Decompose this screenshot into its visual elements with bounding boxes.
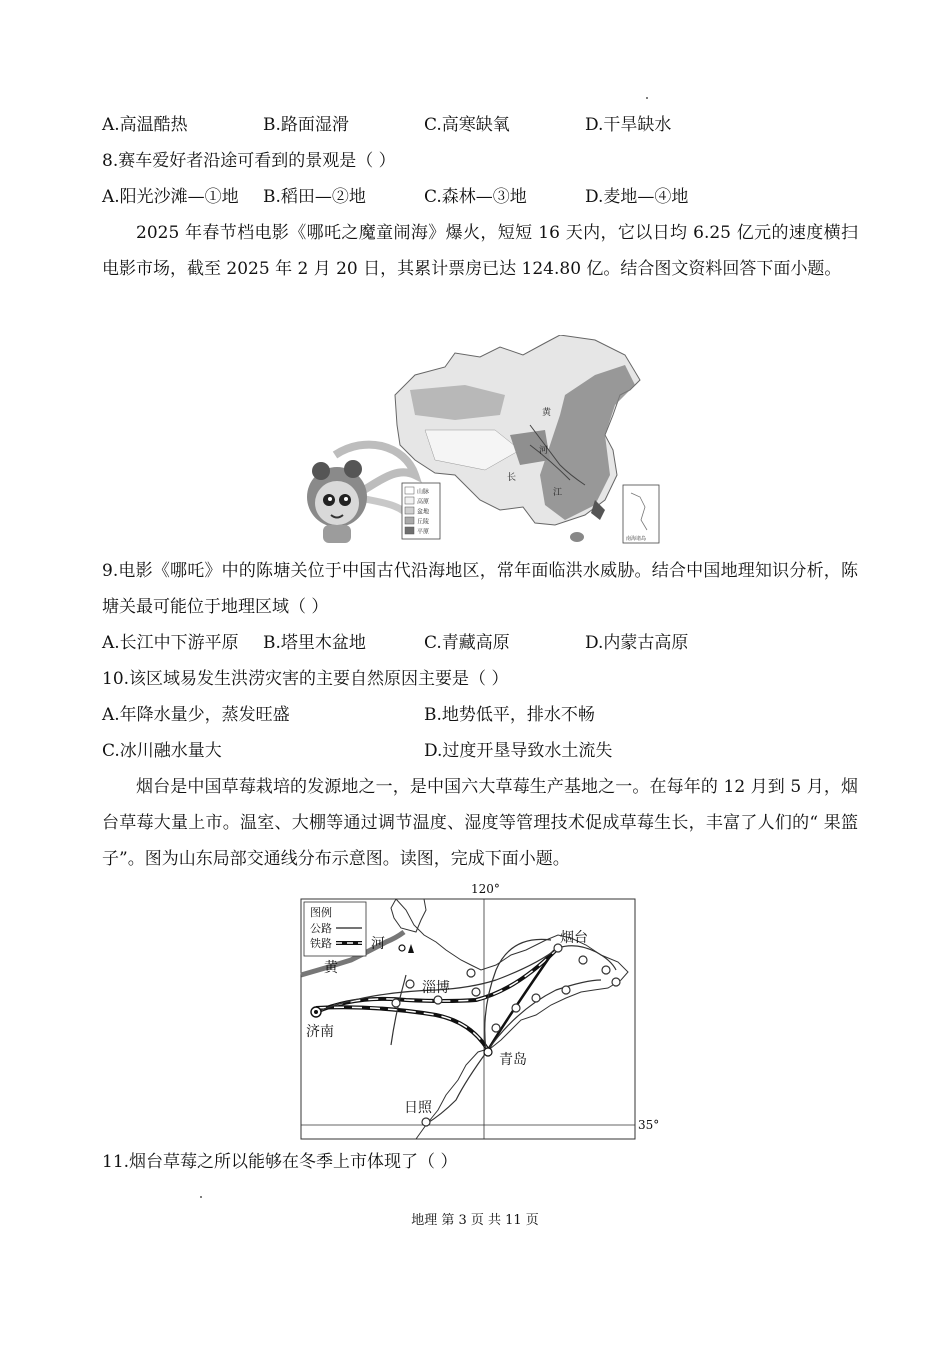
legend-label-0: 山脉 <box>417 488 430 496</box>
q9-option-d: D.内蒙古高原 <box>585 633 689 653</box>
q8-option-d: D.麦地—④地 <box>585 187 689 207</box>
city-rizhao: 日照 <box>404 1100 432 1116</box>
page-footer: 地理 第 3 页 共 11 页 <box>411 1213 539 1228</box>
shandong-transport-map <box>296 880 666 1142</box>
city-yantai: 烟台 <box>560 930 588 946</box>
q7-option-c: C.高寒缺氧 <box>424 115 510 135</box>
map-label-he: 河 <box>539 446 549 456</box>
legend-swatch-0 <box>405 487 414 494</box>
china-terrain-map <box>295 335 665 545</box>
city-qingdao: 青岛 <box>499 1052 527 1068</box>
stray-dot <box>646 97 648 99</box>
q9-option-b: B.塔里木盆地 <box>263 633 366 653</box>
q8-option-b: B.稻田—②地 <box>263 187 366 207</box>
q8-option-c: C.森林—③地 <box>424 187 527 207</box>
qingdao-marker <box>484 1048 492 1056</box>
q11-stem: 11.烟台草莓之所以能够在冬季上市体现了（ ） <box>102 1152 458 1172</box>
terrain-legend <box>402 483 440 539</box>
map-label-chang: 长 <box>507 473 517 483</box>
q8-stem: 8.赛车爱好者沿途可看到的景观是（ ） <box>102 151 396 171</box>
south-china-sea-inset <box>623 485 659 543</box>
city-jinan: 济南 <box>306 1024 334 1040</box>
peak-marker <box>399 945 405 951</box>
stray-dot <box>200 1196 202 1198</box>
legend-swatch-2 <box>405 507 414 514</box>
q9-stem: 9.电影《哪吒》中的陈塘关位于中国古代沿海地区，常年面临洪水威胁。结合中国地理知识分析，陈塘关最可能位于地理区域（ ） <box>102 561 858 617</box>
legend-swatch-3 <box>405 517 414 524</box>
q7-option-a: A.高温酷热 <box>102 115 188 135</box>
legend-swatch-4 <box>405 527 414 534</box>
legend-title: 图例 <box>310 906 332 919</box>
q7-option-d: D.干旱缺水 <box>585 115 672 135</box>
china-map-svg <box>295 335 665 545</box>
legend-label-2: 盆地 <box>417 508 430 516</box>
legend-label-3: 丘陵 <box>417 518 430 526</box>
inset-label: 南海诸岛 <box>626 536 647 542</box>
q10-option-c: C.冰川融水量大 <box>102 741 222 761</box>
q10-stem: 10.该区域易发生洪涝灾害的主要自然原因主要是（ ） <box>102 669 509 689</box>
city-zibo: 淄博 <box>422 980 450 996</box>
q9-option-a: A.长江中下游平原 <box>102 633 239 653</box>
river-label-he: 河 <box>371 936 385 952</box>
passage-nezha: 2025 年春节档电影《哪吒之魔童闹海》爆火，短短 16 天内，它以日均 6.25 亿元的速度横扫电影市场，截至 2025 年 2 月 20 日，其累计票房已达 124.80 亿。结合图文资料回答下面小题。 <box>102 223 858 279</box>
longitude-label: 120° <box>471 882 500 896</box>
q10-option-b: B.地势低平，排水不畅 <box>424 705 595 725</box>
legend-label-1: 高原 <box>417 498 430 506</box>
legend-road-label: 公路 <box>310 922 332 935</box>
legend-label-4: 平原 <box>417 528 430 536</box>
map-label-huang: 黄 <box>542 408 552 418</box>
river-label-huang: 黄 <box>324 960 338 976</box>
legend-rail-label: 铁路 <box>310 937 332 950</box>
nezha-character-illustration <box>307 445 415 543</box>
q8-option-a: A.阳光沙滩—①地 <box>102 187 239 207</box>
transport-legend <box>304 902 366 956</box>
legend-swatch-1 <box>405 497 414 504</box>
passage-strawberry: 烟台是中国草莓栽培的发源地之一，是中国六大草莓生产基地之一。在每年的 12 月到 5 月，烟台草莓大量上市。温室、大棚等通过调节温度、湿度等管理技术促成草莓生长，丰富了人们的“ 果篮子”。图为山东局部交通线分布示意图。读图，完成下面小题。 <box>102 777 858 869</box>
q10-option-a: A.年降水量少，蒸发旺盛 <box>102 705 290 725</box>
latitude-label: 35° <box>638 1118 660 1132</box>
q9-option-c: C.青藏高原 <box>424 633 510 653</box>
q7-option-b: B.路面湿滑 <box>263 115 349 135</box>
map-label-jiang: 江 <box>553 488 563 498</box>
shandong-map-svg <box>296 880 666 1142</box>
q10-option-d: D.过度开垦导致水土流失 <box>424 741 613 761</box>
